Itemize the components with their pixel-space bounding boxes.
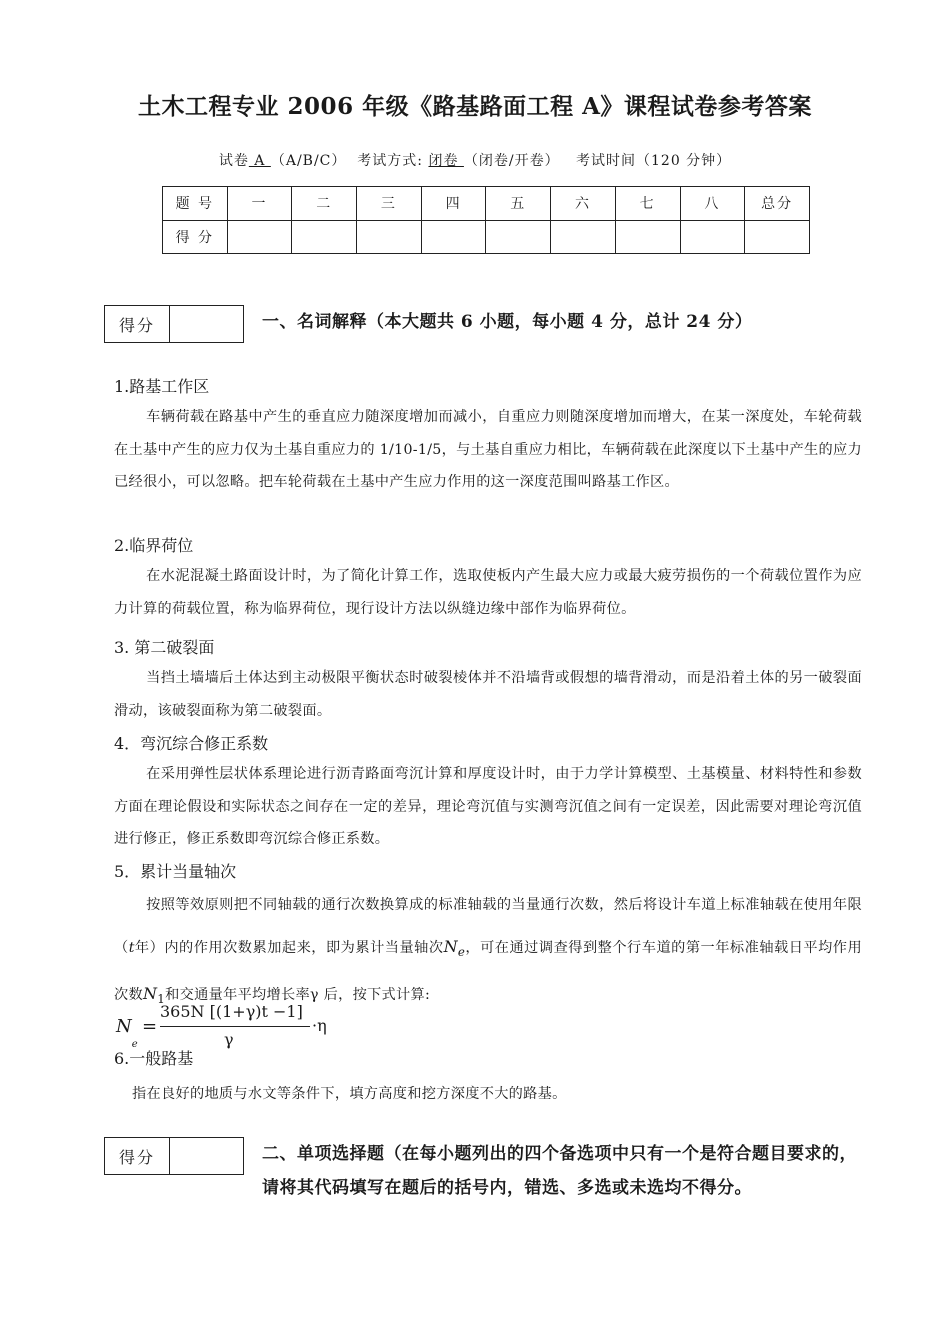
term-1-definition [114, 401, 862, 499]
term-5-text-a: 按照等效原则把不同轴载的通行次数换算成的标准轴载的当量通行次数，然后将设计车道上标准轴载在使用年限（ [114, 897, 862, 956]
term-5-ne-subscript: e [457, 944, 466, 959]
score-header-cell: 八 [680, 187, 745, 221]
section2-heading: 二、单项选择题（在每小题列出的四个备选项中只有一个是符合题目要求的，请将其代码填写在题后的括号内，错选、多选或未选均不得分。 [262, 1144, 857, 1198]
term-4-title: 4．弯沉综合修正系数 [114, 734, 269, 753]
formula-factor: ·η [312, 1016, 327, 1035]
score-cell [486, 220, 551, 254]
term-5-text-b: 年）内的作用次数累加起来，即为累计当量轴次 [134, 940, 444, 956]
method-label: 考试方式: [357, 153, 424, 169]
term-1-text: 车辆荷载在路基中产生的垂直应力随深度增加而减小，自重应力则随深度增加而增大，在某一深度处，车轮荷载在土基中产生的应力仅为土基自重应力的 1/10-1/5，与土基自重应力相比，车辆荷载在此深度以下土基中产生的应力已经很小，可以忽略。把车轮荷载在土基中产生应力作用的这一深度范围叫路基工作区。 [114, 409, 862, 490]
formula-lhs [116, 1016, 138, 1050]
score-cell [745, 220, 810, 254]
term-2-text: 在水泥混凝土路面设计时，为了简化计算工作，选取使板内产生最大应力或最大疲劳损伤的一个荷载位置作为应力计算的荷载位置，称为临界荷位，现行设计方法以纵缝边缘中部作为临界荷位。 [114, 568, 862, 617]
score-header-cell: 题 号 [163, 187, 228, 221]
method-options: （闭卷/开卷） [463, 153, 560, 169]
paper-value: A [248, 153, 271, 169]
document-title: 土木工程专业 2006 年级《路基路面工程 A》课程试卷参考答案 [138, 93, 812, 120]
term-5-text-c: ，可在通过调查得到整个行车道的第一年标准轴载日平均作用次数 [114, 940, 862, 1003]
term-4-definition [114, 758, 862, 856]
formula-lhs-symbol: N [116, 1016, 132, 1037]
score-header-cell: 五 [486, 187, 551, 221]
term-2-definition [114, 560, 862, 625]
term-3-title: 3. 第二破裂面 [114, 638, 215, 657]
paper-options: （A/B/C） [270, 153, 347, 169]
score-cell [227, 220, 292, 254]
formula-denominator: γ [224, 1030, 234, 1049]
score-header-cell: 七 [615, 187, 680, 221]
term-3-text: 当挡土墙墙后土体达到主动极限平衡状态时破裂棱体并不沿墙背或假想的墙背滑动，而是沿着土体的另一破裂面滑动，该破裂面称为第二破裂面。 [114, 670, 862, 719]
score-cell [680, 220, 745, 254]
score-header-cell: 一 [227, 187, 292, 221]
score-box-value [170, 1138, 243, 1174]
term-4-text: 在采用弹性层状体系理论进行沥青路面弯沉计算和厚度设计时，由于力学计算模型、土基模量、材料特性和参数方面在理论假设和实际状态之间存在一定的差异，理论弯沉值与实测弯沉值之间有一定误差，因此需要对理论弯沉值进行修正，修正系数即弯沉综合修正系数。 [114, 766, 862, 847]
score-cell [615, 220, 680, 254]
score-table [162, 186, 810, 254]
exam-time: 考试时间（120 分钟） [576, 153, 732, 169]
method-value: 闭卷 [428, 153, 464, 169]
term-6-title: 6.一般路基 [114, 1049, 194, 1068]
score-header-cell: 三 [357, 187, 422, 221]
score-box-label: 得分 [105, 306, 170, 342]
term-5-t-symbol: t [128, 940, 135, 956]
score-header-cell: 六 [551, 187, 616, 221]
score-table-score-row [163, 220, 810, 254]
term-1-title: 1.路基工作区 [114, 377, 210, 396]
score-box-label: 得分 [105, 1138, 170, 1174]
score-table-header-row [163, 187, 810, 221]
term-5-text-d: 和交通量年平均增长率γ 后，按下式计算: [165, 986, 431, 1003]
term-5-n1-subscript: 1 [157, 991, 166, 1006]
term-6-definition [114, 1078, 862, 1111]
term-2-title: 2.临界荷位 [114, 536, 194, 555]
section1-score-box [104, 305, 244, 343]
score-row-label: 得 分 [163, 220, 228, 254]
formula-numerator: 365N [(1+γ)t −1] [160, 1002, 303, 1021]
score-cell [292, 220, 357, 254]
score-cell [551, 220, 616, 254]
section1-heading: 一、名词解释（本大题共 6 小题，每小题 4 分，总计 24 分） [262, 312, 753, 332]
score-header-cell: 四 [421, 187, 486, 221]
formula-lhs-subscript: e [131, 1038, 138, 1050]
term-3-definition [114, 662, 862, 727]
term-5-ne-symbol: N [443, 937, 458, 956]
formula-equals: = [142, 1016, 158, 1037]
formula-fraction-bar [160, 1026, 310, 1027]
term-6-text: 指在良好的地质与水文等条件下，填方高度和挖方深度不大的路基。 [132, 1086, 567, 1102]
section2-score-box [104, 1137, 244, 1175]
exam-info [0, 150, 950, 170]
score-header-cell: 二 [292, 187, 357, 221]
score-cell [357, 220, 422, 254]
paper-label: 试卷 [218, 153, 249, 169]
score-box-value [170, 306, 243, 342]
term-5-title: 5．累计当量轴次 [114, 862, 237, 881]
score-header-cell: 总分 [745, 187, 810, 221]
term-5-n1-symbol: N [142, 983, 158, 1003]
score-cell [421, 220, 486, 254]
